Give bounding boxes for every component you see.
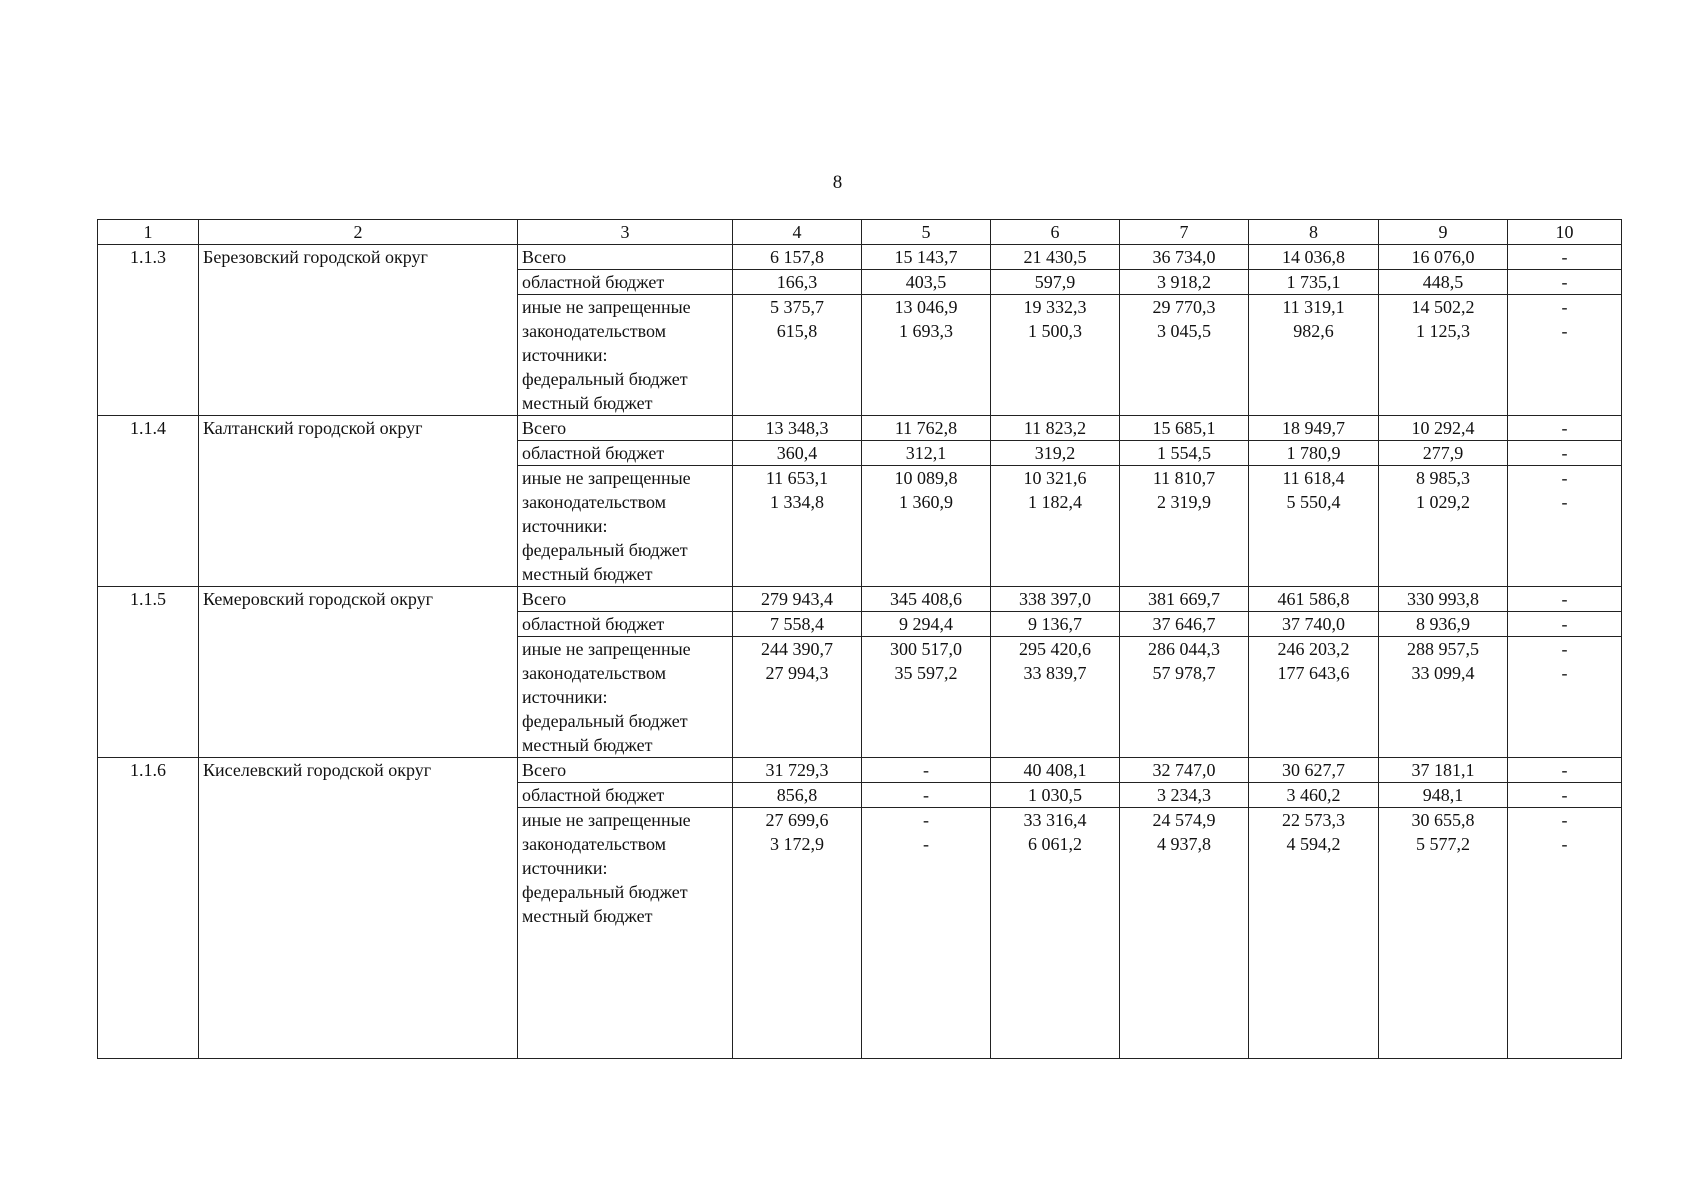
- value-local: 1 182,4: [1028, 492, 1082, 512]
- label-federal: федеральный бюджет: [522, 369, 688, 389]
- value-total: 37 181,1: [1379, 758, 1508, 783]
- blank-space: [866, 856, 986, 986]
- value-regional: 856,8: [733, 783, 862, 808]
- label-local: местный бюджет: [522, 564, 653, 584]
- label-other-sources-line: источники:: [522, 687, 608, 707]
- table-body: [98, 220, 1622, 1059]
- blank-space: [995, 856, 1115, 986]
- value-local: -: [1561, 663, 1568, 683]
- value-regional: -: [862, 783, 991, 808]
- value-local: 1 500,3: [1028, 321, 1082, 341]
- value-regional: -: [1508, 612, 1622, 637]
- value-local: -: [1561, 834, 1568, 854]
- value-federal: 295 420,6: [1019, 639, 1091, 659]
- value-federal: 300 517,0: [890, 639, 962, 659]
- row-code: 1.1.4: [98, 416, 199, 587]
- value-other-sources: [862, 466, 991, 587]
- value-regional: 403,5: [862, 270, 991, 295]
- value-local: 2 319,9: [1157, 492, 1211, 512]
- label-federal: федеральный бюджет: [522, 882, 688, 902]
- value-federal: 10 089,8: [894, 468, 958, 488]
- value-other-sources: [1379, 808, 1508, 1059]
- value-regional: 312,1: [862, 441, 991, 466]
- value-regional: -: [1508, 441, 1622, 466]
- value-regional: -: [1508, 270, 1622, 295]
- value-other-sources: [991, 295, 1120, 416]
- value-total: 15 685,1: [1120, 416, 1249, 441]
- column-number: 6: [991, 220, 1120, 245]
- value-other-sources: [862, 808, 991, 1059]
- value-federal: 11 618,4: [1282, 468, 1345, 488]
- budget-table: [97, 219, 1622, 1059]
- value-local: 1 334,8: [770, 492, 824, 512]
- value-total: -: [1508, 758, 1622, 783]
- blank-space: [1512, 856, 1617, 986]
- value-total: 32 747,0: [1120, 758, 1249, 783]
- table-row-total: [98, 587, 1622, 612]
- value-total: 345 408,6: [862, 587, 991, 612]
- value-other-sources: [1120, 295, 1249, 416]
- column-number: 3: [518, 220, 733, 245]
- label-other-sources-line: иные не запрещенные: [522, 639, 691, 659]
- value-local: 4 937,8: [1157, 834, 1211, 854]
- municipality-name: Березовский городской округ: [199, 245, 518, 416]
- value-other-sources: [1508, 295, 1622, 416]
- value-federal: -: [1561, 468, 1568, 488]
- value-other-sources: [1249, 808, 1379, 1059]
- value-federal: 11 319,1: [1282, 297, 1345, 317]
- value-local: 27 994,3: [765, 663, 829, 683]
- blank-space: [737, 856, 857, 986]
- value-regional: 7 558,4: [733, 612, 862, 637]
- label-total: Всего: [518, 245, 733, 270]
- value-total: 381 669,7: [1120, 587, 1249, 612]
- label-federal: федеральный бюджет: [522, 540, 688, 560]
- value-federal: 8 985,3: [1416, 468, 1470, 488]
- value-federal: -: [923, 810, 929, 830]
- value-federal: 11 653,1: [765, 468, 829, 488]
- value-other-sources: [1508, 808, 1622, 1059]
- table-row-total: [98, 758, 1622, 783]
- label-other-sources-line: источники:: [522, 516, 608, 536]
- value-local: 3 045,5: [1157, 321, 1211, 341]
- value-local: -: [1561, 321, 1568, 341]
- table-row-total: [98, 245, 1622, 270]
- value-total: 461 586,8: [1249, 587, 1379, 612]
- page-number: 8: [832, 172, 843, 193]
- value-federal: 29 770,3: [1152, 297, 1216, 317]
- value-federal: 10 321,6: [1023, 468, 1087, 488]
- value-local: 1 029,2: [1416, 492, 1470, 512]
- label-local: местный бюджет: [522, 906, 653, 926]
- value-other-sources: [1379, 637, 1508, 758]
- municipality-name: Киселевский городской округ: [199, 758, 518, 1059]
- value-local: 177 643,6: [1277, 663, 1350, 683]
- label-regional: областной бюджет: [518, 441, 733, 466]
- value-total: -: [1508, 416, 1622, 441]
- value-regional: 1 735,1: [1249, 270, 1379, 295]
- value-federal: 30 655,8: [1411, 810, 1475, 830]
- value-total: 36 734,0: [1120, 245, 1249, 270]
- value-other-sources: [1249, 466, 1379, 587]
- value-regional: 277,9: [1379, 441, 1508, 466]
- value-regional: 8 936,9: [1379, 612, 1508, 637]
- value-federal: 288 957,5: [1407, 639, 1479, 659]
- value-local: 982,6: [1293, 321, 1334, 341]
- label-other-sources-line: законодательством: [522, 321, 667, 341]
- value-federal: 33 316,4: [1023, 810, 1087, 830]
- value-other-sources: [1379, 295, 1508, 416]
- label-other-sources: [518, 466, 733, 587]
- row-code: 1.1.6: [98, 758, 199, 1059]
- value-total: 18 949,7: [1249, 416, 1379, 441]
- row-code: 1.1.5: [98, 587, 199, 758]
- value-total: 279 943,4: [733, 587, 862, 612]
- value-federal: 244 390,7: [761, 639, 833, 659]
- value-total: 14 036,8: [1249, 245, 1379, 270]
- column-number: 1: [98, 220, 199, 245]
- value-total: 330 993,8: [1379, 587, 1508, 612]
- value-local: 615,8: [776, 321, 818, 341]
- value-local: 1 693,3: [899, 321, 953, 341]
- column-number: 8: [1249, 220, 1379, 245]
- value-total: 31 729,3: [733, 758, 862, 783]
- value-other-sources: [1120, 808, 1249, 1059]
- column-number-row: [98, 220, 1622, 245]
- label-other-sources: [518, 295, 733, 416]
- value-regional: -: [1508, 783, 1622, 808]
- column-number: 5: [862, 220, 991, 245]
- value-regional: 3 234,3: [1120, 783, 1249, 808]
- value-other-sources: [733, 466, 862, 587]
- label-other-sources-line: иные не запрещенные: [522, 810, 691, 830]
- label-other-sources: [518, 808, 733, 1059]
- label-other-sources-line: законодательством: [522, 492, 667, 512]
- label-regional: областной бюджет: [518, 612, 733, 637]
- municipality-name: Калтанский городской округ: [199, 416, 518, 587]
- value-local: -: [1561, 492, 1568, 512]
- blank-space: [1124, 856, 1244, 986]
- value-local: 5 577,2: [1416, 834, 1470, 854]
- label-total: Всего: [518, 416, 733, 441]
- value-regional: 319,2: [991, 441, 1120, 466]
- value-local: 33 839,7: [1023, 663, 1087, 683]
- value-local: 6 061,2: [1028, 834, 1082, 854]
- value-total: 338 397,0: [991, 587, 1120, 612]
- value-regional: 9 294,4: [862, 612, 991, 637]
- value-regional: 597,9: [991, 270, 1120, 295]
- label-other-sources-line: законодательством: [522, 834, 667, 854]
- value-other-sources: [991, 637, 1120, 758]
- label-regional: областной бюджет: [518, 783, 733, 808]
- value-other-sources: [1249, 295, 1379, 416]
- blank-space: [522, 928, 728, 1058]
- value-federal: 22 573,3: [1282, 810, 1345, 830]
- value-regional: 3 460,2: [1249, 783, 1379, 808]
- value-other-sources: [733, 295, 862, 416]
- column-number: 9: [1379, 220, 1508, 245]
- value-total: -: [862, 758, 991, 783]
- value-total: 11 762,8: [862, 416, 991, 441]
- table-row-total: [98, 416, 1622, 441]
- value-total: 30 627,7: [1249, 758, 1379, 783]
- value-federal: 19 332,3: [1023, 297, 1087, 317]
- value-federal: 286 044,3: [1148, 639, 1220, 659]
- value-total: 15 143,7: [862, 245, 991, 270]
- value-local: -: [923, 834, 929, 854]
- label-other-sources: [518, 637, 733, 758]
- value-regional: 948,1: [1379, 783, 1508, 808]
- value-other-sources: [991, 808, 1120, 1059]
- value-other-sources: [733, 808, 862, 1059]
- value-regional: 1 030,5: [991, 783, 1120, 808]
- value-regional: 1 554,5: [1120, 441, 1249, 466]
- municipality-name: Кемеровский городской округ: [199, 587, 518, 758]
- label-total: Всего: [518, 758, 733, 783]
- value-other-sources: [1249, 637, 1379, 758]
- value-regional: 448,5: [1379, 270, 1508, 295]
- value-federal: -: [1561, 297, 1568, 317]
- value-total: 16 076,0: [1379, 245, 1508, 270]
- value-federal: 14 502,2: [1411, 297, 1475, 317]
- label-regional: областной бюджет: [518, 270, 733, 295]
- value-total: 6 157,8: [733, 245, 862, 270]
- label-local: местный бюджет: [522, 735, 653, 755]
- label-federal: федеральный бюджет: [522, 711, 688, 731]
- value-federal: 13 046,9: [894, 297, 958, 317]
- value-regional: 37 740,0: [1249, 612, 1379, 637]
- value-total: 10 292,4: [1379, 416, 1508, 441]
- value-total: 13 348,3: [733, 416, 862, 441]
- value-regional: 3 918,2: [1120, 270, 1249, 295]
- value-other-sources: [862, 295, 991, 416]
- value-federal: -: [1561, 810, 1568, 830]
- value-regional: 37 646,7: [1120, 612, 1249, 637]
- value-other-sources: [991, 466, 1120, 587]
- label-local: местный бюджет: [522, 393, 653, 413]
- value-total: 21 430,5: [991, 245, 1120, 270]
- value-local: 35 597,2: [894, 663, 958, 683]
- value-other-sources: [862, 637, 991, 758]
- value-regional: 360,4: [733, 441, 862, 466]
- value-federal: 24 574,9: [1152, 810, 1216, 830]
- value-regional: 166,3: [733, 270, 862, 295]
- value-local: 4 594,2: [1286, 834, 1341, 854]
- column-number: 7: [1120, 220, 1249, 245]
- label-other-sources-line: иные не запрещенные: [522, 468, 691, 488]
- value-other-sources: [733, 637, 862, 758]
- label-other-sources-line: законодательством: [522, 663, 667, 683]
- value-other-sources: [1120, 466, 1249, 587]
- value-federal: 11 810,7: [1152, 468, 1216, 488]
- value-other-sources: [1379, 466, 1508, 587]
- label-other-sources-line: источники:: [522, 345, 608, 365]
- blank-space: [1383, 856, 1503, 986]
- label-other-sources-line: иные не запрещенные: [522, 297, 691, 317]
- value-regional: 9 136,7: [991, 612, 1120, 637]
- blank-space: [1253, 856, 1374, 986]
- column-number: 10: [1508, 220, 1622, 245]
- value-local: 33 099,4: [1411, 663, 1475, 683]
- column-number: 4: [733, 220, 862, 245]
- label-total: Всего: [518, 587, 733, 612]
- value-other-sources: [1508, 637, 1622, 758]
- value-total: -: [1508, 587, 1622, 612]
- value-local: 1 360,9: [899, 492, 953, 512]
- column-number: 2: [199, 220, 518, 245]
- value-total: -: [1508, 245, 1622, 270]
- value-other-sources: [1508, 466, 1622, 587]
- value-federal: 5 375,7: [770, 297, 824, 317]
- value-local: 1 125,3: [1416, 321, 1470, 341]
- value-total: 40 408,1: [991, 758, 1120, 783]
- value-local: 5 550,4: [1286, 492, 1341, 512]
- value-federal: 246 203,2: [1277, 639, 1350, 659]
- value-federal: 27 699,6: [765, 810, 829, 830]
- value-regional: 1 780,9: [1249, 441, 1379, 466]
- label-other-sources-line: источники:: [522, 858, 608, 878]
- value-federal: -: [1561, 639, 1568, 659]
- value-local: 57 978,7: [1152, 663, 1216, 683]
- row-code: 1.1.3: [98, 245, 199, 416]
- value-other-sources: [1120, 637, 1249, 758]
- value-total: 11 823,2: [991, 416, 1120, 441]
- value-local: 3 172,9: [770, 834, 824, 854]
